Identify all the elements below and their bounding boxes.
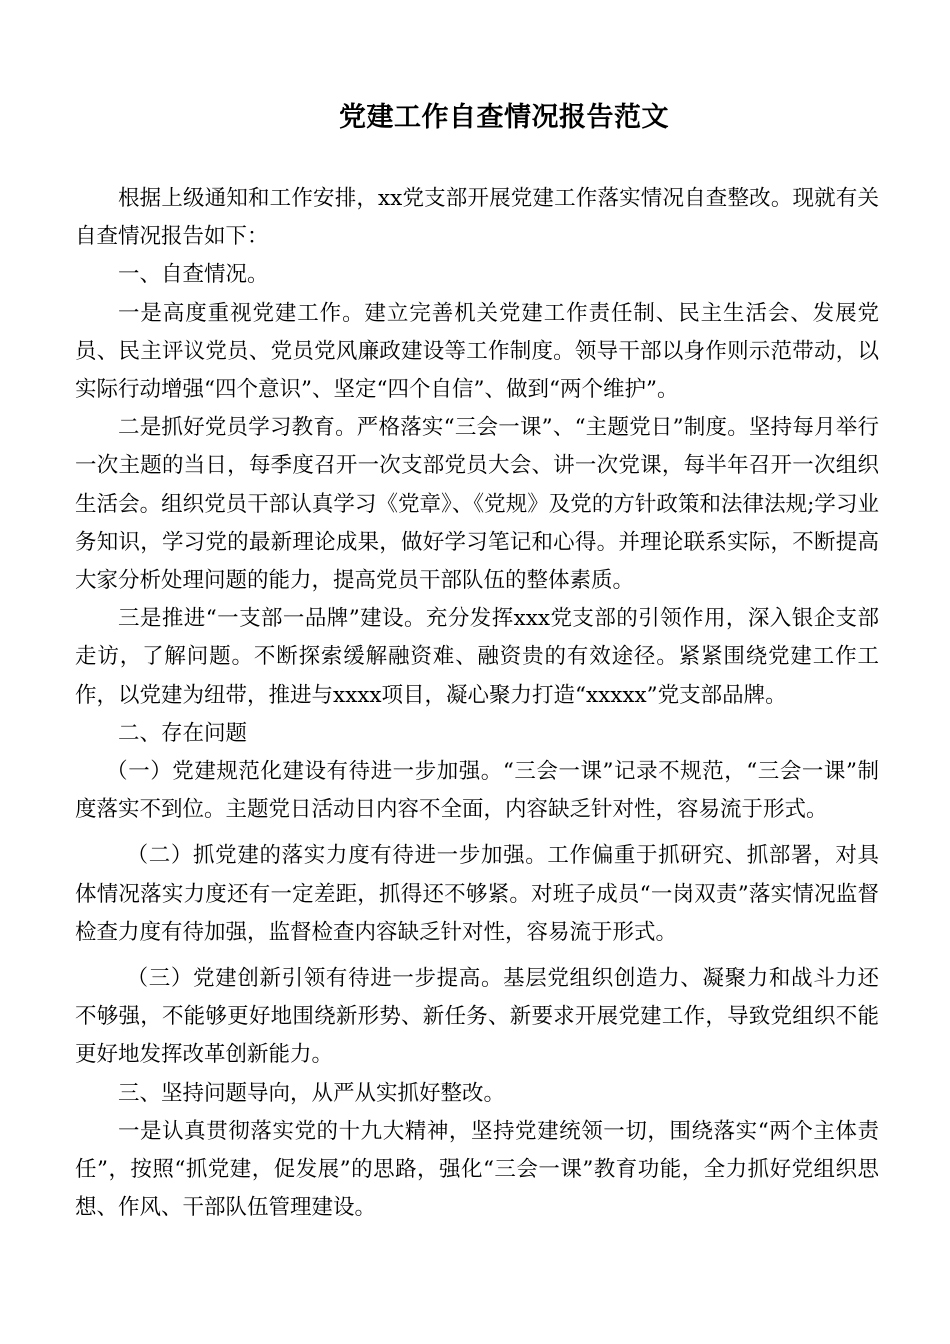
intro-paragraph: 根据上级通知和工作安排，xx党支部开展党建工作落实情况自查整改。现就有关自查情况报告如下： — [75, 186, 879, 250]
paragraph-point-one: 一是高度重视党建工作。建立完善机关党建工作责任制、民主生活会、发展党员、民主评议党员、党员党风廉政建设等工作制度。领导干部以身作则示范带动，以实际行动增强“四个意识”、坚定“四个自信”、做到“两个维护”。 — [75, 300, 879, 403]
document-title: 党建工作自查情况报告范文 — [339, 102, 669, 133]
problem-item-one: （一）党建规范化建设有待进一步加强。“三会一课”记录不规范，“三会一课”制度落实不到位。主题党日活动日内容不全面，内容缺乏针对性，容易流于形式。 — [75, 759, 879, 823]
paragraph-point-three: 三是推进“一支部一品牌”建设。充分发挥xxx党支部的引领作用，深入银企支部走访，了解问题。不断探索缓解融资难、融资贵的有效途径。紧紧围绕党建工作工作，以党建为纽带，推进与xxxx项目，凝心聚力打造“xxxxx”党支部品牌。 — [75, 606, 879, 708]
section-heading-rectification: 三、坚持问题导向，从严从实抓好整改。 — [118, 1080, 506, 1106]
section-heading-problems: 二、存在问题 — [118, 720, 248, 746]
paragraph-rectification-one: 一是认真贯彻落实党的十九大精神，坚持党建统领一切，围绕落实“两个主体责任”，按照“抓党建，促发展”的思路，强化“三会一课”教育功能，全力抓好党组织思想、作风、干部队伍管理建设。 — [75, 1118, 879, 1221]
problem-item-two: （二）抓党建的落实力度有待进一步加强。工作偏重于抓研究、抓部署，对具体情况落实力度还有一定差距，抓得还不够紧。对班子成员“一岗双责”落实情况监督检查力度有待加强，监督检查内容缺乏针对性，容易流于形式。 — [75, 843, 879, 945]
section-heading-self-check: 一、自查情况。 — [118, 262, 269, 288]
paragraph-point-two: 二是抓好党员学习教育。严格落实“三会一课”、“主题党日”制度。坚持每月举行一次主题的当日，每季度召开一次支部党员大会、讲一次党课，每半年召开一次组织生活会。组织党员干部认真学习《党章》、《党规》及党的方针政策和法律法规;学习业务知识，学习党的最新理论成果，做好学习笔记和心得。并理论联系实际，不断提高大家分析处理问题的能力，提高党员干部队伍的整体素质。 — [75, 415, 879, 594]
document-body — [75, 180, 879, 1227]
problem-item-three: （三）党建创新引领有待进一步提高。基层党组织创造力、凝聚力和战斗力还不够强，不能够更好地围绕新形势、新任务、新要求开展党建工作，导致党组织不能更好地发挥改革创新能力。 — [75, 966, 879, 1068]
